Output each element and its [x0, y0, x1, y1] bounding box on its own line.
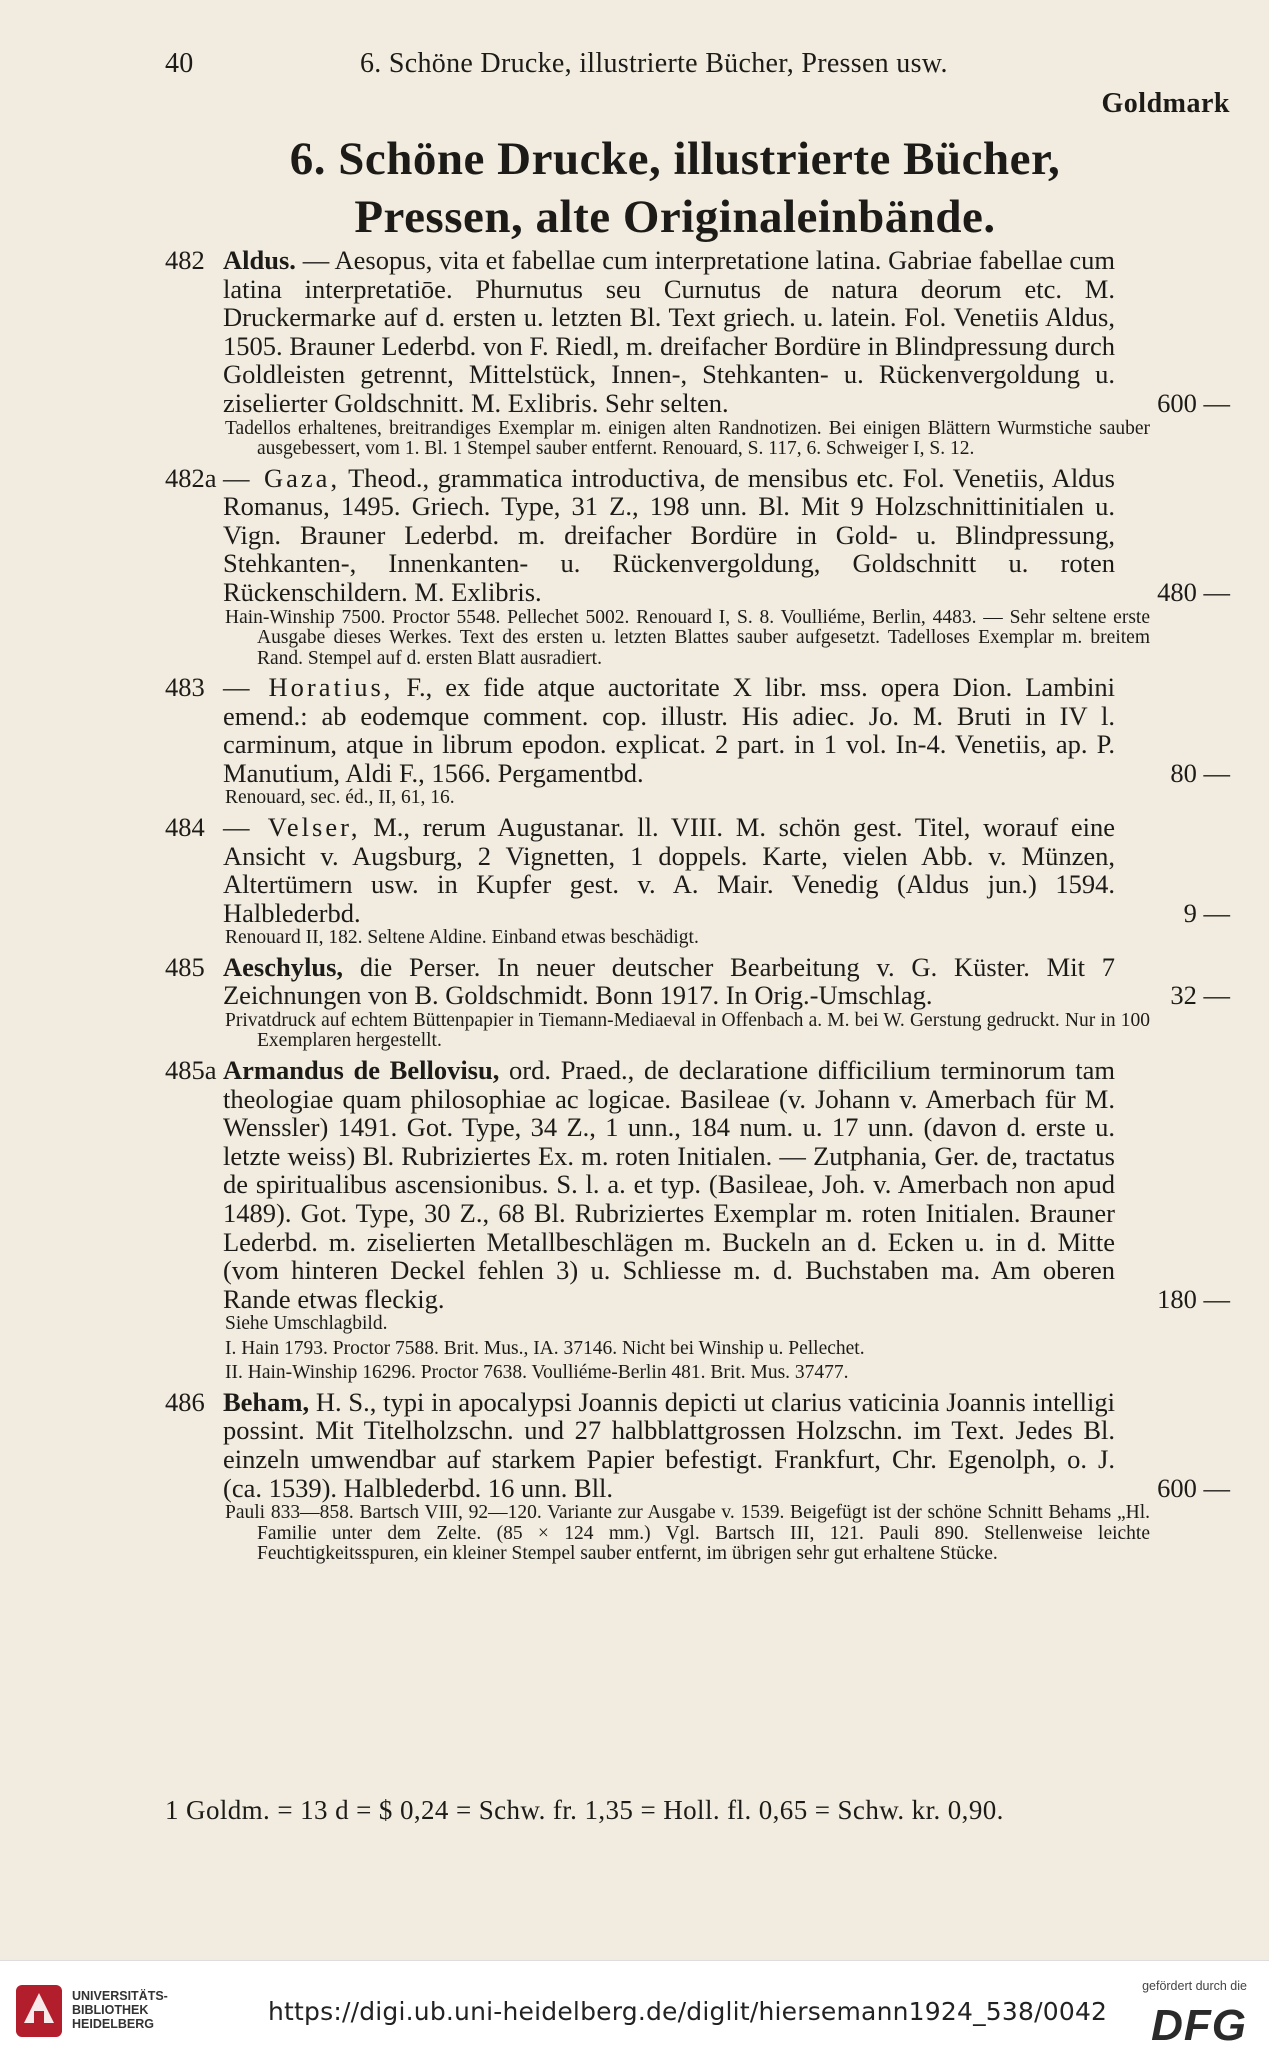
entry-main-text	[165, 464, 1230, 607]
catalog-entry	[165, 246, 1230, 460]
entry-price: 32 —	[1170, 980, 1230, 1011]
dfg-logo: DFG	[1151, 2001, 1247, 2050]
entry-description: M., rerum Augustanar. ll. VIII. M. schön gest. Titel, worauf eine Ansicht v. Augsburg, 2 Vignetten, 1 doppels. Karte, vielen Abb. v. Münzen, Altertümern usw. in Kupfer gest. v. A. Mair. Venedig (Aldus jun.) 1594. Halblederbd.	[223, 811, 1115, 928]
section-title	[210, 130, 1140, 246]
entry-note: Hain-Winship 7500. Proctor 5548. Pellechet 5002. Renouard I, S. 8. Voulliéme, Berlin, 4483. — Sehr seltene erste Ausgabe dieses Werkes. Text des ersten u. letzten Blattes sauber aufgesetzt. Tadelloses Exemplar m. breitem Rand. Stempel auf d. ersten Blatt ausradiert.	[225, 606, 1150, 669]
funding-note: gefördert durch die	[1142, 1979, 1247, 1993]
entry-note: Tadellos erhaltenes, breitrandiges Exemplar m. einigen alten Randnotizen. Bei einigen Blättern Wurmstiche sauber ausgebessert, vom 1. Bl. 1 Stempel sauber entfernt. Renouard, S. 117, 6. Schweiger I, S. 12.	[225, 417, 1150, 460]
entry-description: H. S., typi in apocalypsi Joannis depicti ut clarius vaticinia Joannis intelligi possint. Mit Titelholzschn. und 27 halbblattgrossen Holzschn. im Text. Jedes Bl. einzeln umwendbar auf starkem Papier befestigt. Frankfurt, Chr. Egenolph, o. J. (ca. 1539). Halblederbd. 16 unn. Bll.	[223, 1386, 1115, 1503]
entry-author: — Velser,	[223, 811, 361, 842]
entry-price: 9 —	[1183, 897, 1230, 928]
entry-number: 484	[165, 811, 205, 842]
entry-number: 483	[165, 672, 205, 703]
entry-note: Privatdruck auf echtem Büttenpapier in Tiemann-Mediaeval in Offenbach a. M. bei W. Gerstung gedruckt. Nur in 100 Exemplaren hergestellt.	[225, 1009, 1150, 1052]
entry-description: ord. Praed., de declaratione difficilium terminorum tam theologiae quam philosophiae ac logicae. Basileae (v. Johann v. Amerbach für M. Wenssler) 1491. Got. Type, 34 Z., 1 unn., 184 num. u. 17 unn. (davon d. erste u. letzte weiss) Bl. Rubriziertes Ex. m. roten Initialen. — Zutphania, Ger. de, tractatus de spiritualibus ascensionibus. S. l. a. et typ. (Basileae, Joh. v. Amerbach non apud 1489). Got. Type, 30 Z., 68 Bl. Rubriziertes Exemplar m. roten Initialen. Brauner Lederbd. m. ziselierten Metallbeschlägen m. Buckeln an d. Ecken u. in d. Mitte (vom hinteren Deckel fehlen 3) u. Schliesse m. d. Buchstaben ma. Am oberen Rande etwas fleckig.	[223, 1054, 1115, 1314]
university-seal-icon	[14, 1983, 64, 2039]
entry-number: 485a	[165, 1054, 217, 1085]
entry-number: 482	[165, 245, 205, 275]
entry-note: Pauli 833—858. Bartsch VIII, 92—120. Variante zur Ausgabe v. 1539. Beigefügt ist der schöne Schnitt Behams „Hl. Familie unter dem Zelte. (85 × 124 mm.) Vgl. Bartsch III, 121. Pauli 890. Stellenweise leichte Feuchtigkeitsspuren, ein kleiner Stempel sauber entfernt, im übrigen sehr gut erhaltene Stücke.	[225, 1502, 1150, 1565]
entry-author: Beham,	[223, 1386, 310, 1417]
entry-main-text	[165, 246, 1230, 418]
entry-author: Aeschylus,	[223, 951, 344, 982]
catalog-entry	[165, 1056, 1230, 1384]
entry-main-text	[165, 1056, 1230, 1313]
catalog-entry	[165, 813, 1230, 949]
entry-main-text	[165, 673, 1230, 787]
catalog-entry	[165, 1388, 1230, 1565]
currency-conversion: 1 Goldm. = 13 d = $ 0,24 = Schw. fr. 1,35 = Holl. fl. 0,65 = Schw. kr. 0,90.	[165, 1795, 1004, 1825]
library-name	[72, 1989, 168, 2031]
viewer-footer	[0, 1960, 1269, 2061]
currency-heading: Goldmark	[1101, 88, 1230, 119]
entry-description: — Aesopus, vita et fabellae cum interpretatione latina. Gabriae fabellae cum latina interpretatiōe. Phurnutus seu Curnutus de natura deorum etc. M. Druckermarke auf d. ersten u. letzten Bl. Text griech. u. latein. Fol. Venetiis Aldus, 1505. Brauner Lederbd. von F. Riedl, m. dreifacher Bordüre in Blindpressung durch Goldleisten getrennt, Mittelstück, Innen-, Stehkanten- u. Rückenvergoldung u. ziselierter Goldschnitt. M. Exlibris. Sehr selten.	[223, 245, 1115, 418]
entry-price: 180 —	[1157, 1283, 1230, 1314]
document-url-link[interactable]: https://digi.ub.uni-heidelberg.de/diglit/hiersemann1924_538/0042	[268, 1997, 1108, 2026]
page-number: 40	[165, 48, 194, 79]
entry-description: Theod., grammatica introductiva, de mensibus etc. Fol. Venetiis, Aldus Romanus, 1495. Griech. Type, 31 Z., 198 unn. Bl. Mit 9 Holzschnittinitialen u. Vign. Brauner Lederbd. m. dreifacher Bordüre in Gold- u. Blindpressung, Stehkanten-, Innenkanten- u. Rückenvergoldung, Goldschnitt u. roten Rückenschildern. M. Exlibris.	[223, 462, 1115, 607]
section-title-line1: 6. Schöne Drucke, illustrierte Bücher,	[289, 133, 1061, 185]
entry-description: F., ex fide atque auctoritate X libr. mss. opera Dion. Lambini emend.: ab eodemque comment. cop. illustr. His adiec. Jo. M. Bruti in IV l. carminum, atque in librum epodon. explicat. 2 part. in 1 vol. In-4. Venetiis, ap. P. Manutium, Aldi F., 1566. Pergamentbd.	[223, 672, 1116, 788]
entry-price: 80 —	[1170, 757, 1230, 788]
entry-author: — Gaza,	[223, 462, 341, 493]
entry-main-text	[165, 953, 1230, 1010]
section-title-line2: Pressen, alte Originaleinbände.	[354, 191, 996, 243]
entry-price: 600 —	[1157, 1472, 1230, 1503]
entry-number: 485	[165, 951, 205, 982]
entry-note: Renouard, sec. éd., II, 61, 16.	[225, 787, 455, 809]
entry-main-text	[165, 1388, 1230, 1502]
catalog-entry	[165, 464, 1230, 669]
entry-note: I. Hain 1793. Proctor 7588. Brit. Mus., IA. 37146. Nicht bei Winship u. Pellechet.	[225, 1337, 865, 1359]
library-line2: BIBLIOTHEK	[72, 2003, 149, 2017]
entry-author: Armandus de Bellovisu,	[223, 1054, 500, 1085]
running-title: 6. Schöne Drucke, illustrierte Bücher, Pressen usw.	[360, 48, 948, 79]
entry-price: 600 —	[1157, 387, 1230, 418]
entry-author: Aldus.	[223, 245, 296, 275]
catalog-entry	[165, 673, 1230, 809]
catalog-entries	[165, 246, 1230, 1569]
entry-note: Siehe Umschlagbild.	[225, 1313, 388, 1335]
entry-note: II. Hain-Winship 16296. Proctor 7638. Voulliéme-Berlin 481. Brit. Mus. 37477.	[225, 1362, 849, 1384]
entry-number: 482a	[165, 462, 217, 493]
entry-description: die Perser. In neuer deutscher Bearbeitung v. G. Küster. Mit 7 Zeichnungen von B. Goldschmidt. Bonn 1917. In Orig.-Umschlag.	[223, 951, 1115, 1011]
entry-note: Renouard II, 182. Seltene Aldine. Einband etwas beschädigt.	[225, 927, 699, 949]
library-line3: HEIDELBERG	[72, 2017, 154, 2031]
entry-number: 486	[165, 1386, 205, 1417]
catalog-entry	[165, 953, 1230, 1052]
library-line1: UNIVERSITÄTS-	[72, 1989, 168, 2003]
entry-main-text	[165, 813, 1230, 927]
entry-author: — Horatius,	[223, 672, 394, 703]
entry-price: 480 —	[1157, 576, 1230, 607]
